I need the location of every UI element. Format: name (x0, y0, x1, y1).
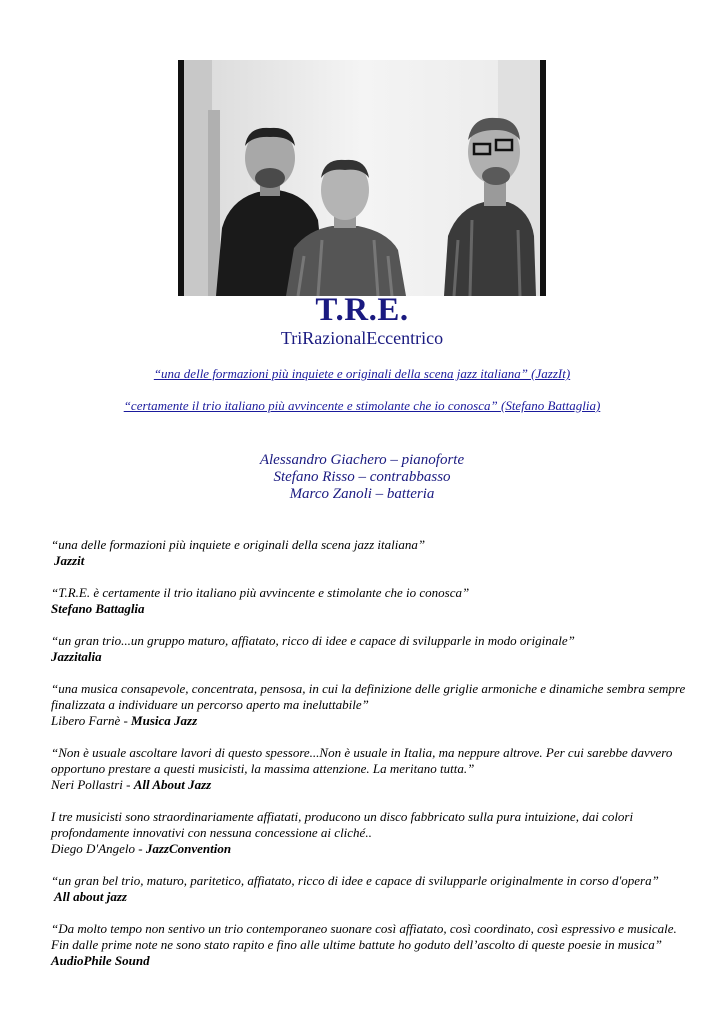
quote-text: “un gran bel trio, maturo, paritetico, affiatato, ricco di idee e capace di svilupparle originalmente in corso d'opera” (51, 873, 659, 888)
quote-item (51, 585, 691, 617)
quote-source: All about jazz (54, 889, 127, 904)
member-zanoli: Marco Zanoli – batteria (289, 486, 435, 502)
quote-source: All About Jazz (133, 777, 212, 792)
quote-text: “una musica consapevole, concentrata, pensosa, in cui la definizione delle griglie armoniche e dinamiche sembra sempre finalizzata a individuare un percorso aperto ma ineluttabile” (51, 681, 686, 712)
quote-source: Stefano Battaglia (51, 601, 145, 616)
quote-item (51, 745, 691, 793)
member-giachero: Alessandro Giachero – pianoforte (259, 452, 465, 468)
quote-link-battaglia[interactable]: “certamente il trio italiano più avvincente e stimolante che io conosca” (Stefano Battaglia) (123, 398, 601, 413)
page-title: T.R.E. (315, 292, 409, 328)
quote-text: “Non è usuale ascoltare lavori di questo spessore...Non è usuale in Italia, ma neppure altrove. Per cui sarebbe davvero opportuno prestare a questi musicisti, la massima attenzione. La meritano tutta.” (51, 745, 673, 776)
quote-author: Libero Farnè - (51, 713, 132, 728)
members-list (0, 452, 724, 503)
quote-item (51, 633, 691, 665)
band-photo (178, 60, 546, 296)
quote-item (51, 921, 691, 969)
quote-author: Neri Pollastri - (51, 777, 134, 792)
quote-text: “un gran trio...un gruppo maturo, affiatato, ricco di idee e capace di svilupparle in modo originale” (51, 633, 575, 648)
quote-source: Jazzit (54, 553, 85, 568)
quote-item (51, 537, 691, 569)
quote-text: “T.R.E. è certamente il trio italiano più avvincente e stimolante che io conosca” (51, 585, 470, 600)
page-subtitle: TriRazionalEccentrico (280, 328, 444, 348)
quote-author: Diego D'Angelo - (51, 841, 146, 856)
quote-item (51, 681, 691, 729)
quote-item (51, 809, 691, 857)
quote-source: Jazzitalia (51, 649, 102, 664)
quote-source: Musica Jazz (131, 713, 198, 728)
quote-text: I tre musicisti sono straordinariamente affiatati, producono un disco fabbricato sulla pura intuizione, dai colori profondamente innovativi con nessuna concessione ai cliché.. (51, 809, 634, 840)
quote-text: “Da molto tempo non sentivo un trio contemporaneo suonare così affiatato, così coordinato, così espressivo e musicale. Fin dalle prime note ne sono stato rapito e fino alle ultime battute ho goduto dell’ascolto di queste poesie in musica” (51, 921, 677, 952)
quote-link-jazzit[interactable]: “una delle formazioni più inquiete e originali della scena jazz italiana” (JazzIt) (153, 366, 571, 381)
quote-text: “una delle formazioni più inquiete e originali della scena jazz italiana” (51, 537, 426, 552)
quote-source: JazzConvention (145, 841, 232, 856)
quote-source: AudioPhile Sound (51, 953, 150, 968)
quote-item (51, 873, 691, 905)
press-quotes (51, 537, 691, 985)
member-risso: Stefano Risso – contrabbasso (273, 469, 451, 485)
